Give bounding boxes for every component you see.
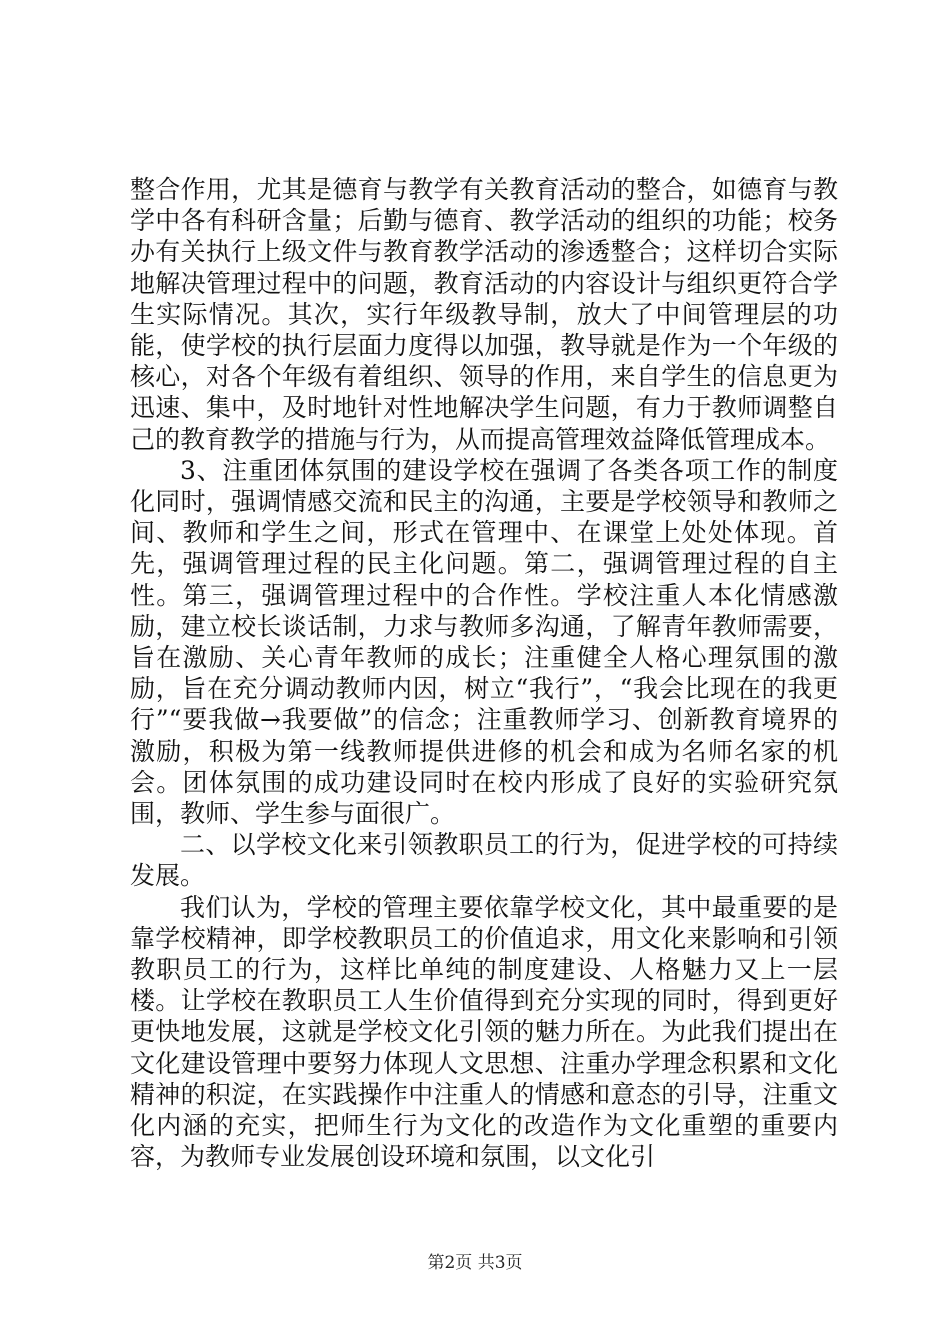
paragraph-continuation: 整合作用，尤其是德育与教学有关教育活动的整合，如德育与教学中各有科研含量；后勤与德育、教学活动的组织的功能；校务办有关执行上级文件与教育教学活动的渗透整合；这样切合实际地解决管理过程中的问题，教育活动的内容设计与组织更符合学生实际情况。其次，实行年级教导制，放大了中间管理层的功能，使学校的执行层面力度得以加强，教导就是作为一个年级的核心，对各个年级有着组织、领导的作用，来自学生的信息更为迅速、集中，及时地针对性地解决学生问题，有力于教师调整自己的教育教学的措施与行为，从而提高管理效益降低管理成本。 [130,175,838,454]
paragraph-team-atmosphere: 3、注重团体氛围的建设学校在强调了各类各项工作的制度化同时，强调情感交流和民主的沟通，主要是学校领导和教师之间、教师和学生之间，形式在管理中、在课堂上处处体现。首先，强调管理过程的民主化问题。第二，强调管理过程的自主性。第三，强调管理过程中的合作性。学校注重人本化情感激励，建立校长谈话制，力求与教师多沟通，了解青年教师需要，旨在激励、关心青年教师的成长；注重健全人格心理氛围的激励，旨在充分调动教师内因，树立“我行”，“我会比现在的我更行”“要我做→我要做”的信念；注重教师学习、创新教育境界的激励，积极为第一线教师提供进修的机会和成为名师名家的机会。团体氛围的成功建设同时在校内形成了良好的实验研究氛围，教师、学生参与面很广。 [130,455,838,829]
document-body [130,174,838,1173]
section-heading-school-culture: 二、以学校文化来引领教职员工的行为，促进学校的可持续发展。 [130,830,838,891]
paragraph-school-culture: 我们认为，学校的管理主要依靠学校文化，其中最重要的是靠学校精神，即学校教职员工的价值追求，用文化来影响和引领教职员工的行为，这样比单纯的制度建设、人格魅力又上一层楼。让学校在教职员工人生价值得到充分实现的同时，得到更好更快地发展，这就是学校文化引领的魅力所在。为此我们提出在文化建设管理中要努力体现人文思想、注重办学理念积累和文化精神的积淀，在实践操作中注重人的情感和意态的引导，注重文化内涵的充实，把师生行为文化的改造作为文化重塑的重要内容，为教师专业发展创设环境和氛围，以文化引 [130,892,838,1172]
page-number-footer: 第2页 共3页 [427,1253,523,1273]
